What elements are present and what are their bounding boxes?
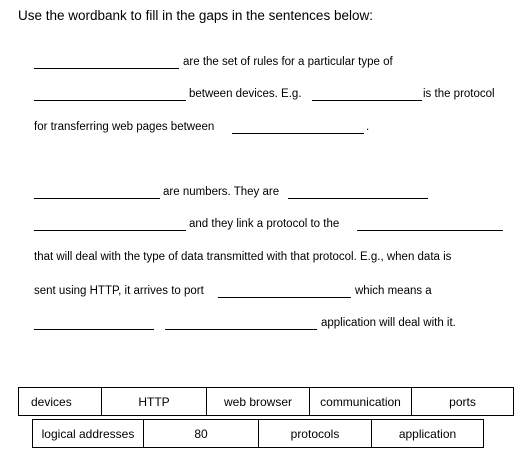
gap-2[interactable] [34,100,186,101]
sentence-4-text: are numbers. They are [163,186,280,198]
gap-9[interactable] [218,297,351,298]
sentence-6-text: that will deal with the type of data transmitted with that protocol. E.g., when data is [34,251,452,263]
sentence-3-period: . [366,121,370,133]
wordbank-cell-ports [411,387,514,416]
wordbank-cell-logical-addresses [32,419,144,448]
sentence-8-text: application will deal with it. [321,317,456,329]
gap-8[interactable] [357,230,503,231]
sentence-2-text-b: is the protocol [423,88,495,100]
wordbank-word: ports [449,394,476,409]
wordbank-word: logical addresses [41,426,135,441]
wordbank-word: HTTP [138,394,170,409]
wordbank-cell-http [101,387,207,416]
wordbank-cell-80 [143,419,259,448]
gap-4[interactable] [232,133,364,134]
sentence-5-text: and they link a protocol to the [189,218,340,230]
page-heading: Use the wordbank to fill in the gaps in the sentences below: [18,8,373,23]
wordbank-word: application [398,426,457,441]
wordbank-word: devices [31,394,72,409]
sentence-7-text-a: sent using HTTP, it arrives to port [34,285,204,297]
sentence-7-text-b: which means a [355,285,432,297]
gap-10[interactable] [34,329,154,330]
gap-11[interactable] [165,329,317,330]
gap-5[interactable] [34,198,160,199]
wordbank-word: communication [320,394,401,409]
sentence-1-text: are the set of rules for a particular type of [183,56,393,68]
wordbank-word: 80 [194,426,208,441]
gap-3[interactable] [312,100,422,101]
wordbank-word: web browser [223,394,293,409]
sentence-3-text: for transferring web pages between [34,121,215,133]
wordbank-cell-devices [18,387,102,416]
gap-6[interactable] [288,198,428,199]
gap-1[interactable] [34,68,179,69]
sentence-2-text-a: between devices. E.g. [189,88,302,100]
wordbank-cell-application [371,419,484,448]
wordbank-word: protocols [290,426,340,441]
wordbank-cell-web-browser [206,387,310,416]
wordbank-cell-protocols [258,419,372,448]
gap-7[interactable] [34,230,186,231]
wordbank-cell-communication [309,387,412,416]
